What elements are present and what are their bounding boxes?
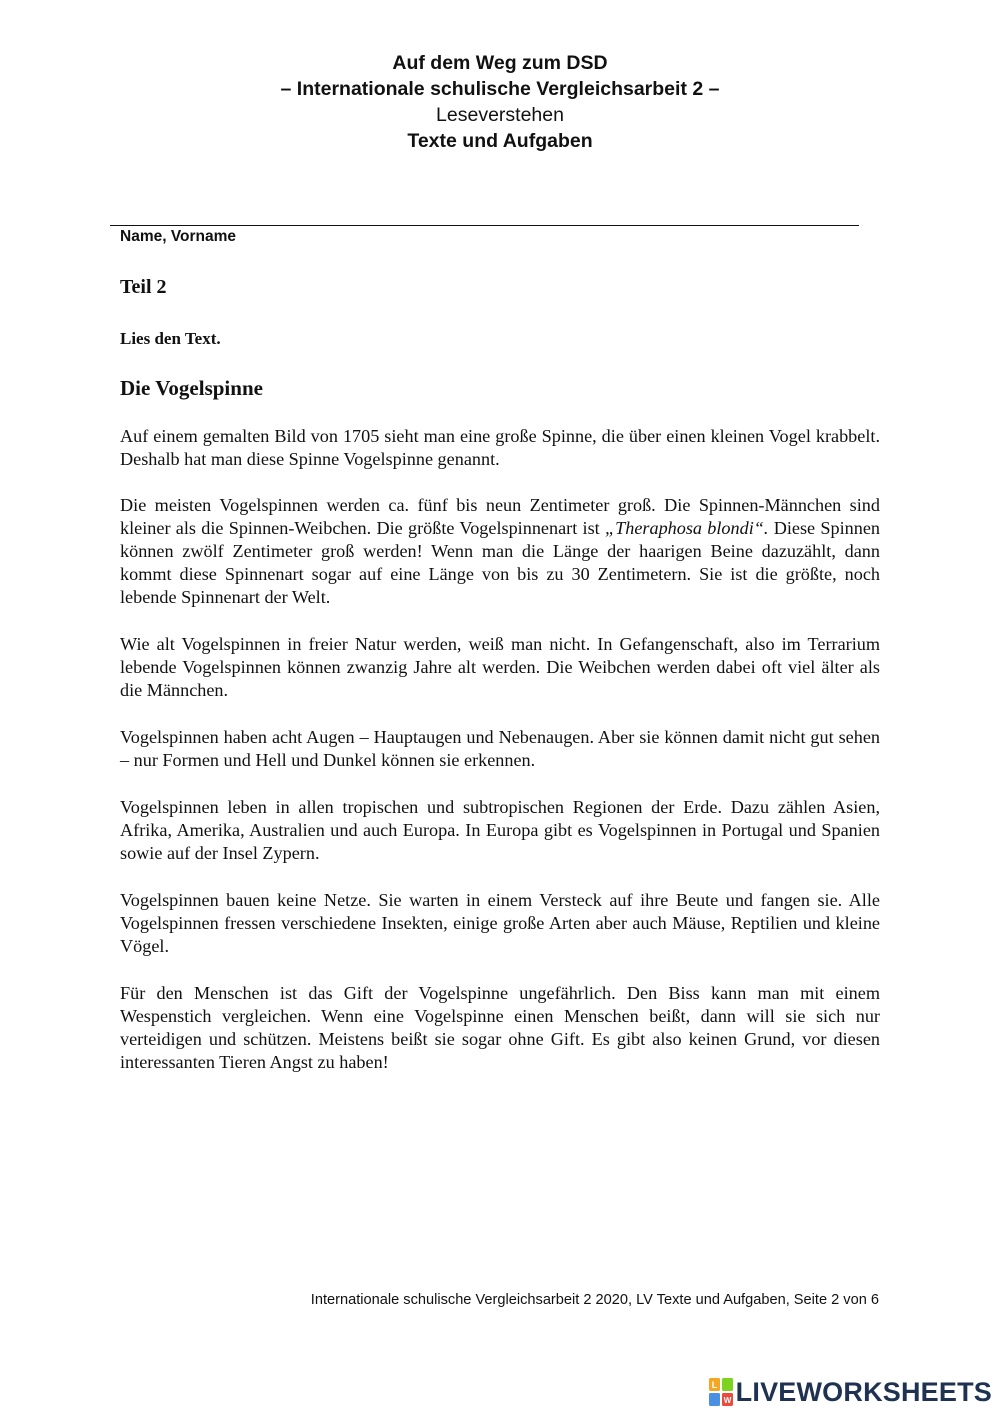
page-footer: Internationale schulische Vergleichsarbeit 2 2020, LV Texte und Aufgaben, Seite 2 von 6 (310, 1292, 879, 1308)
name-label: Name, Vorname (120, 228, 237, 245)
header-title: Auf dem Weg zum DSD (392, 52, 608, 74)
article-title: Die Vogelspinne (120, 376, 263, 400)
name-input-line[interactable] (110, 225, 859, 226)
paragraph-2 (120, 494, 880, 609)
liveworksheets-logo-icon (709, 1378, 733, 1406)
header-type: Texte und Aufgaben (407, 130, 593, 152)
section-heading: Teil 2 (120, 276, 167, 298)
svg-text:W: W (723, 1396, 731, 1405)
liveworksheets-brand[interactable] (709, 1374, 992, 1410)
paragraph-2-text-a: Die meisten Vogelspinnen werden ca. fünf bis neun Zentimeter groß. Die Spinnen-Männchen sind kleiner als die Spinnen-Weibchen. Die größte Vogelspinnenart ist (120, 495, 880, 538)
paragraph-6: Vogelspinnen bauen keine Netze. Sie warten in einem Versteck auf ihre Beute und fangen sie. Alle Vogelspinnen fressen verschiedene Insekten, einige große Arten aber auch Mäuse, Reptilien und kleine Vögel. (120, 890, 880, 956)
paragraph-2-text-b: Diese Spinnen können zwölf Zentimeter groß werden! Wenn man die Länge der haarigen Beine dazuzählt, dann kommt diese Spinnenart sogar auf eine Länge von bis zu 30 Zentimetern. Sie ist die größte, noch lebende Spinnenart der Welt. (120, 518, 881, 607)
paragraph-3: Wie alt Vogelspinnen in freier Natur werden, weiß man nicht. In Gefangenschaft, also im Terrarium lebende Vogelspinnen können zwanzig Jahre alt werden. Die Weibchen werden dabei oft viel älter als die Männchen. (120, 634, 880, 700)
paragraph-1: Auf einem gemalten Bild von 1705 sieht man eine große Spinne, die über einen kleinen Vogel krabbelt. Deshalb hat man diese Spinne Vogelspinne genannt. (120, 426, 880, 469)
paragraph-4: Vogelspinnen haben acht Augen – Hauptaugen und Nebenaugen. Aber sie können damit nicht gut sehen – nur Formen und Hell und Dunkel können sie erkennen. (120, 727, 880, 770)
document-header (0, 50, 1000, 154)
liveworksheets-wordmark: LIVEWORKSHEETS (735, 1376, 992, 1407)
paragraph-5: Vogelspinnen leben in allen tropischen und subtropischen Regionen der Erde. Dazu zählen Asien, Afrika, Amerika, Australien und auch Europa. In Europa gibt es Vogelspinnen in Portugal und Spanien sowie auf der Insel Zypern. (120, 797, 880, 863)
species-name: „Theraphosa blondi“. (605, 518, 769, 538)
header-subtitle: – Internationale schulische Vergleichsarbeit 2 – (280, 78, 720, 100)
svg-text:L: L (711, 1380, 717, 1390)
paragraph-7: Für den Menschen ist das Gift der Vogelspinne ungefährlich. Den Biss kann man mit einem Wespenstich vergleichen. Wenn eine Vogelspinne einen Menschen beißt, dann will sie sich nur verteidigen und schützen. Meistens beißt sie sogar ohne Gift. Es gibt also keinen Grund, vor diesen interessanten Tieren Angst zu haben! (120, 983, 880, 1072)
header-skill: Leseverstehen (436, 104, 564, 126)
instruction: Lies den Text. (120, 329, 221, 348)
